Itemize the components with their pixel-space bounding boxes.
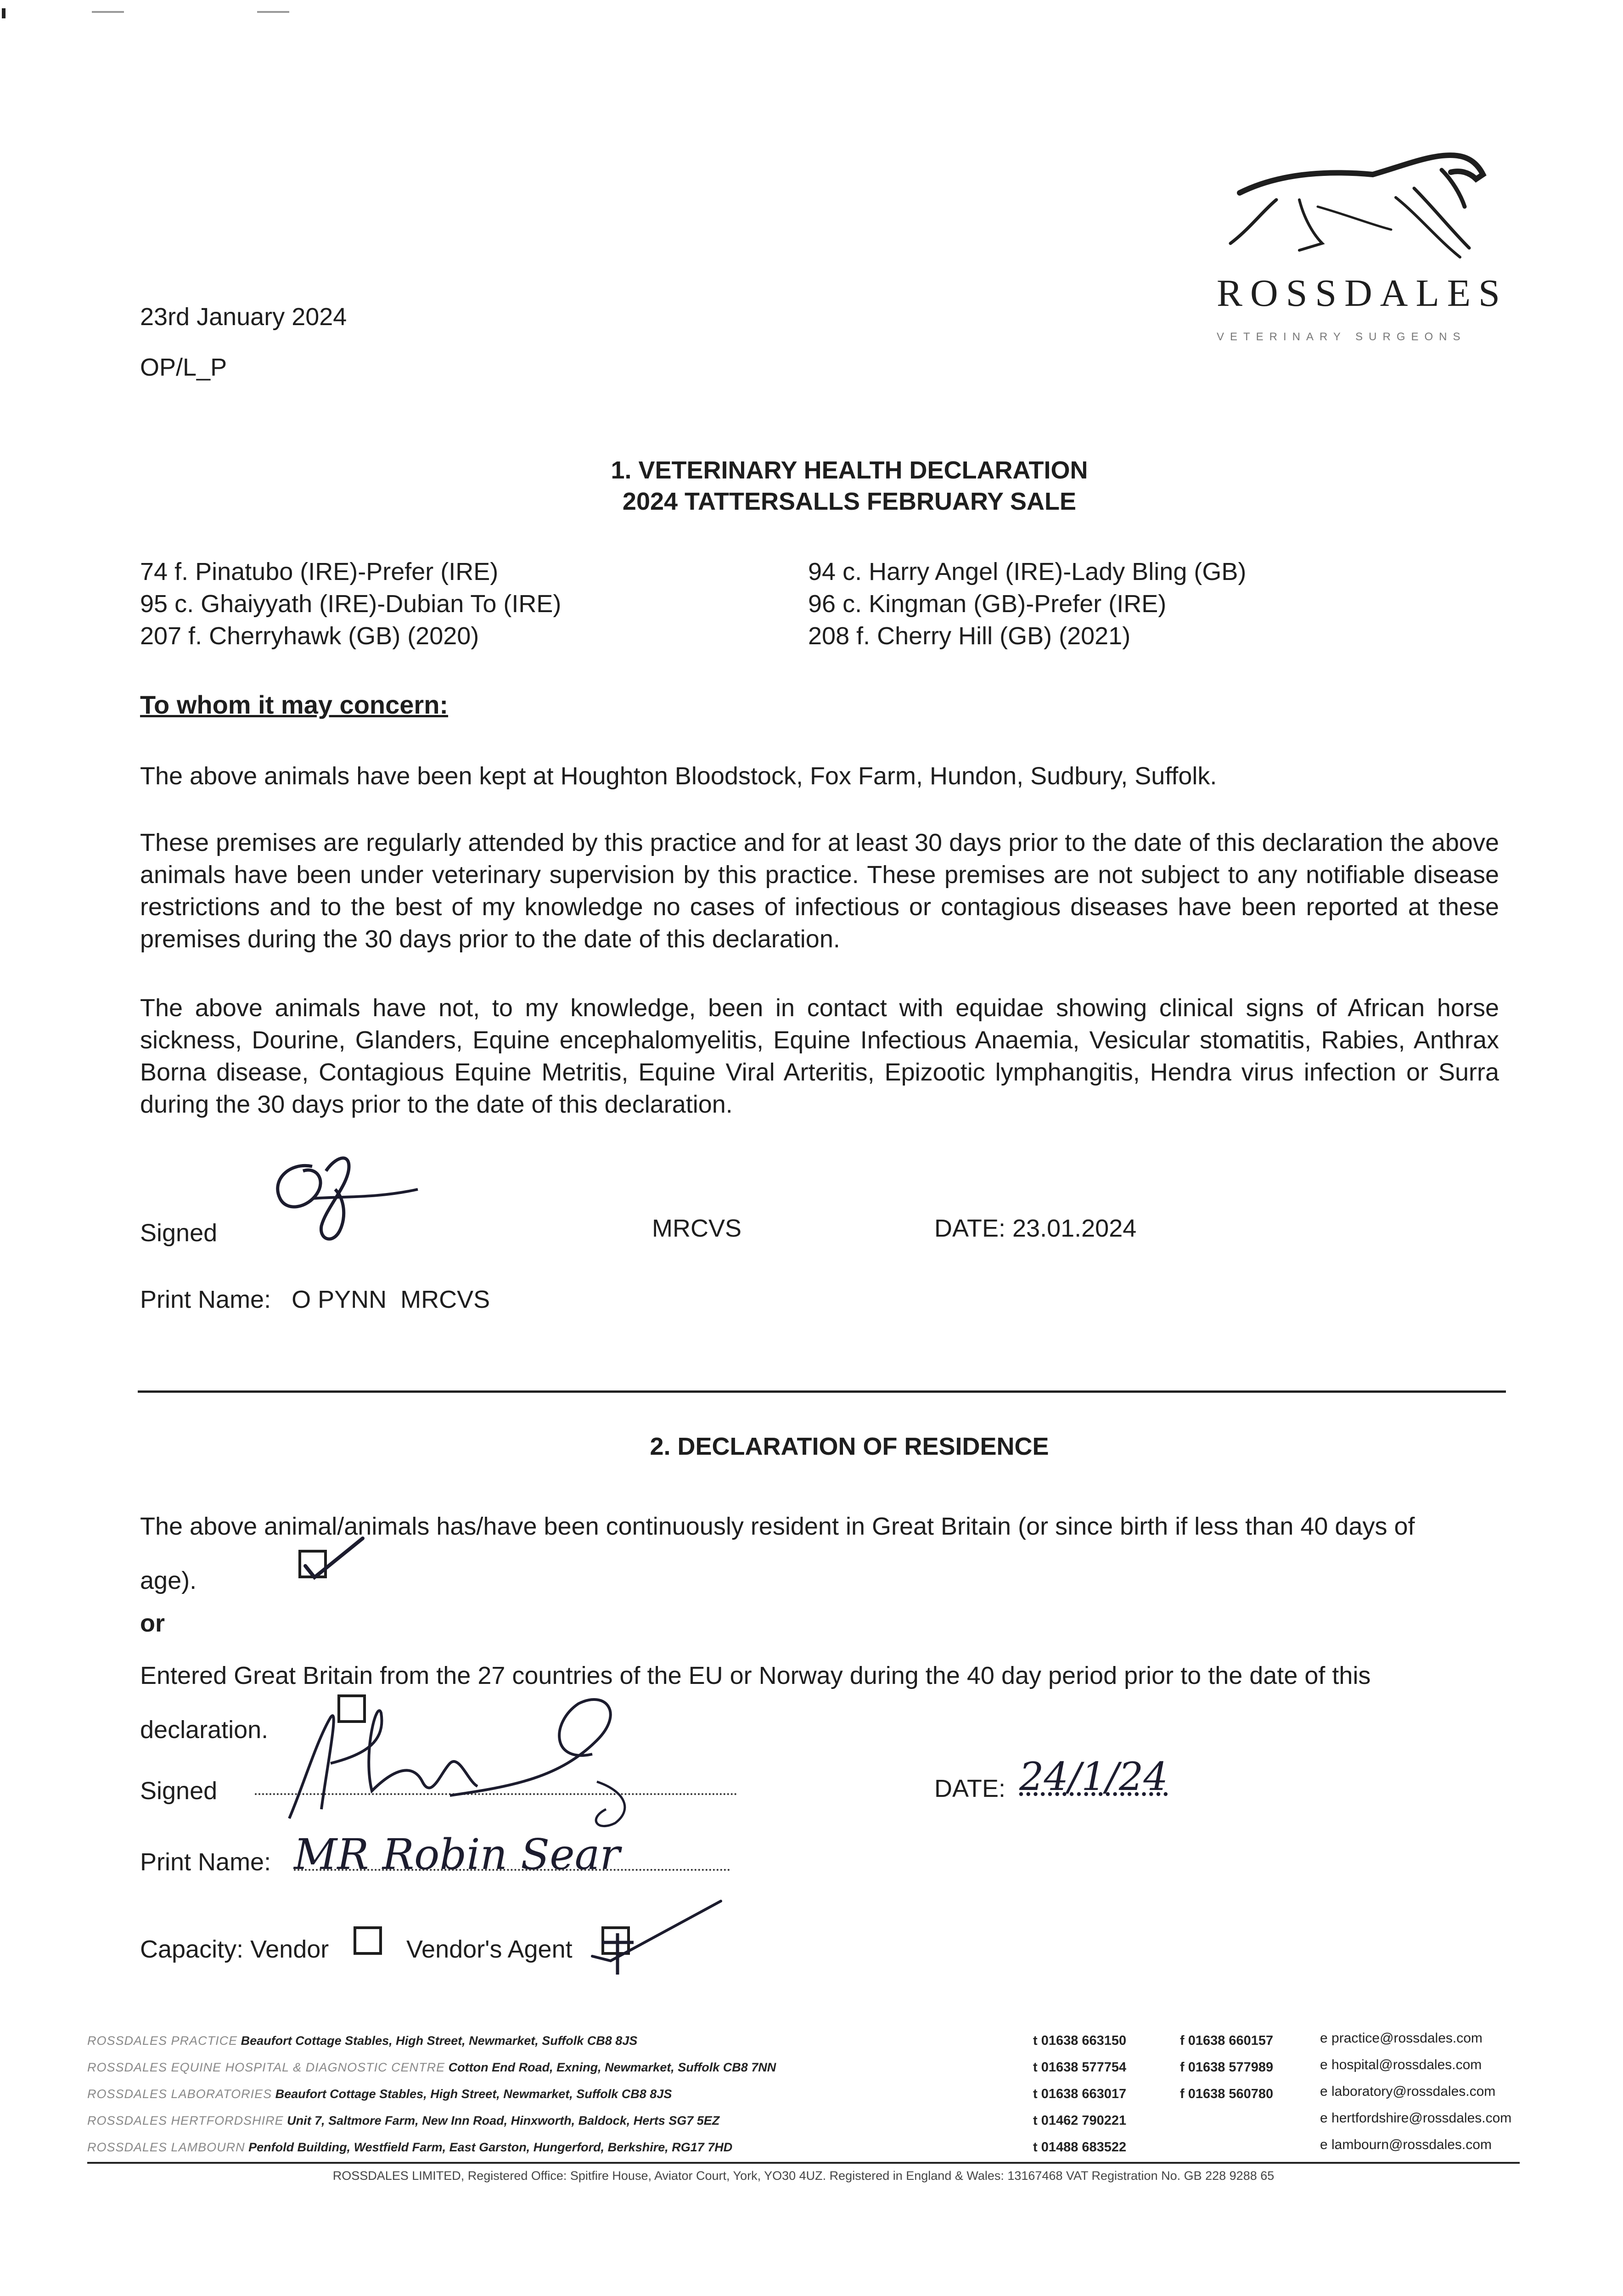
scan-mark [2, 8, 6, 18]
footer-divider [87, 2162, 1520, 2164]
letter-reference: OP/L_P [140, 354, 227, 381]
section1-title-line2: 2024 TATTERSALLS FEBRUARY SALE [622, 488, 1077, 515]
vet-qualification: MRCVS [652, 1215, 742, 1242]
owner-print-handwritten: MR Robin Sear [294, 1830, 620, 1879]
footer-email: e hertfordshire@rossdales.com [1320, 2110, 1512, 2126]
paragraph-supervision: These premises are regularly attended by this practice and for at least 30 days prior to the date of this declaration the above animals have been under veterinary supervision by this practice. These premises are not subject to any notifiable disease restrictions and to the best of my knowledge no cases of infectious or contagious diseases have been reported at these premises during the 30 days prior to the date of this declaration. [140, 829, 1499, 953]
logo-wordmark: ROSSDALES [1217, 272, 1508, 315]
animal-entry: 94 c. Harry Angel (IRE)-Lady Bling (GB) [808, 558, 1247, 585]
footer-registered-office: ROSSDALES LIMITED, Registered Office: Spitfire House, Aviator Court, York, YO30 4UZ. Registered in England & Wales: 13167468 VAT Registration No. GB 228 9288 65 [332, 2169, 1275, 2183]
capacity-vendor-label: Capacity: Vendor [140, 1936, 329, 1963]
footer-office-label: ROSSDALES PRACTICE [87, 2034, 238, 2048]
footer-office-label: ROSSDALES EQUINE HOSPITAL & DIAGNOSTIC CENTRE [87, 2060, 445, 2074]
section1-title [459, 455, 1240, 517]
animal-list-left [140, 556, 737, 652]
animal-entry: 74 f. Pinatubo (IRE)-Prefer (IRE) [140, 558, 499, 585]
footer-office-label: ROSSDALES LABORATORIES [87, 2087, 272, 2101]
check-mark [298, 1534, 367, 1584]
footer-office-label: ROSSDALES LAMBOURN [87, 2140, 245, 2154]
footer-tel: t 01638 663017 [1033, 2087, 1127, 2101]
scan-mark [92, 11, 124, 13]
footer-telephones [1033, 2027, 1126, 2161]
footer-fax: f 01638 660157 [1180, 2033, 1274, 2048]
logo-tagline: VETERINARY SURGEONS [1217, 331, 1466, 343]
owner-date-label: DATE: [934, 1775, 1006, 1802]
footer-office-address: Beaufort Cottage Stables, High Street, Newmarket, Suffolk CB8 8JS [241, 2034, 638, 2048]
animal-entry: 208 f. Cherry Hill (GB) (2021) [808, 622, 1131, 650]
section-divider [138, 1390, 1506, 1393]
footer-office-address: Cotton End Road, Exning, Newmarket, Suffolk CB8 7NN [448, 2060, 776, 2074]
residence-option-entered-text: Entered Great Britain from the 27 countries of the EU or Norway during the 40 day period prior to the date of this declaration. [140, 1662, 1371, 1744]
footer-office-row [87, 2027, 1028, 2054]
footer-email: e laboratory@rossdales.com [1320, 2084, 1496, 2099]
footer-tel: t 01638 577754 [1033, 2060, 1127, 2075]
vet-signature-date: DATE: 23.01.2024 [934, 1215, 1137, 1242]
owner-signed-label: Signed [140, 1777, 218, 1805]
scan-mark [257, 11, 289, 13]
footer-office-label: ROSSDALES HERTFORDSHIRE [87, 2114, 284, 2127]
section2-title: 2. DECLARATION OF RESIDENCE [650, 1433, 1049, 1460]
paragraph-premises: The above animals have been kept at Houghton Bloodstock, Fox Farm, Hundon, Sudbury, Suffolk. [140, 762, 1217, 790]
footer-offices [87, 2027, 1028, 2161]
footer-faxes [1180, 2027, 1273, 2107]
footer-office-row [87, 2081, 1028, 2107]
vet-print-name: Print Name: O PYNN MRCVS [140, 1286, 490, 1313]
section1-title-line1: 1. VETERINARY HEALTH DECLARATION [611, 456, 1088, 484]
footer-email: e practice@rossdales.com [1320, 2031, 1483, 2046]
checkbox-capacity-vendor[interactable] [354, 1926, 382, 1955]
footer-office-row [87, 2107, 1028, 2134]
footer-office-address: Beaufort Cottage Stables, High Street, Newmarket, Suffolk CB8 8JS [275, 2087, 672, 2101]
or-label: or [140, 1609, 165, 1637]
animal-entry: 207 f. Cherryhawk (GB) (2020) [140, 622, 479, 650]
footer-office-row [87, 2054, 1028, 2081]
footer-office-address: Penfold Building, Westfield Farm, East Garston, Hungerford, Berkshire, RG17 7HD [248, 2140, 733, 2154]
footer-email: e lambourn@rossdales.com [1320, 2137, 1492, 2152]
running-horse-icon [1221, 138, 1497, 271]
animal-entry: 96 c. Kingman (GB)-Prefer (IRE) [808, 590, 1167, 618]
owner-signature [275, 1671, 735, 1832]
capacity-agent-label: Vendor's Agent [406, 1936, 573, 1963]
footer-fax: f 01638 560780 [1180, 2087, 1274, 2101]
agent-check-mark [583, 1892, 730, 1984]
owner-print-label: Print Name: [140, 1848, 271, 1876]
footer-office-row [87, 2134, 1028, 2161]
signed-label: Signed [140, 1219, 218, 1247]
logo [1212, 138, 1506, 358]
salutation: To whom it may concern: [140, 690, 449, 719]
owner-date-handwritten: 24/1/24 [1019, 1754, 1168, 1799]
footer-fax: f 01638 577989 [1180, 2060, 1274, 2075]
footer-office-address: Unit 7, Saltmore Farm, New Inn Road, Hinxworth, Baldock, Herts SG7 5EZ [287, 2114, 720, 2127]
animal-list-right [808, 556, 1405, 652]
footer-tel: t 01488 683522 [1033, 2140, 1127, 2155]
footer-emails [1320, 2025, 1511, 2158]
footer-tel: t 01462 790221 [1033, 2113, 1127, 2128]
owner-print-line [294, 1869, 730, 1871]
residence-option-continuous-text: The above animal/animals has/have been continuously resident in Great Britain (or since birth if less than 40 days of age). [140, 1513, 1415, 1594]
vet-signature [257, 1148, 432, 1249]
footer-email: e hospital@rossdales.com [1320, 2057, 1482, 2072]
animal-entry: 95 c. Ghaiyyath (IRE)-Dubian To (IRE) [140, 590, 562, 618]
footer-tel: t 01638 663150 [1033, 2033, 1127, 2048]
letter-date: 23rd January 2024 [140, 303, 347, 331]
paragraph-disease-contact: The above animals have not, to my knowledge, been in contact with equidae showing clinical signs of African horse sickness, Dourine, Glanders, Equine encephalomyelitis, Equine Infectious Anaemia, Vesicular stomatitis, Rabies, Anthrax Borna disease, Contagious Equine Metritis, Equine Viral Arteritis, Epizootic lymphangitis, Hendra virus infection or Surra during the 30 days prior to the date of this declaration. [140, 994, 1499, 1118]
